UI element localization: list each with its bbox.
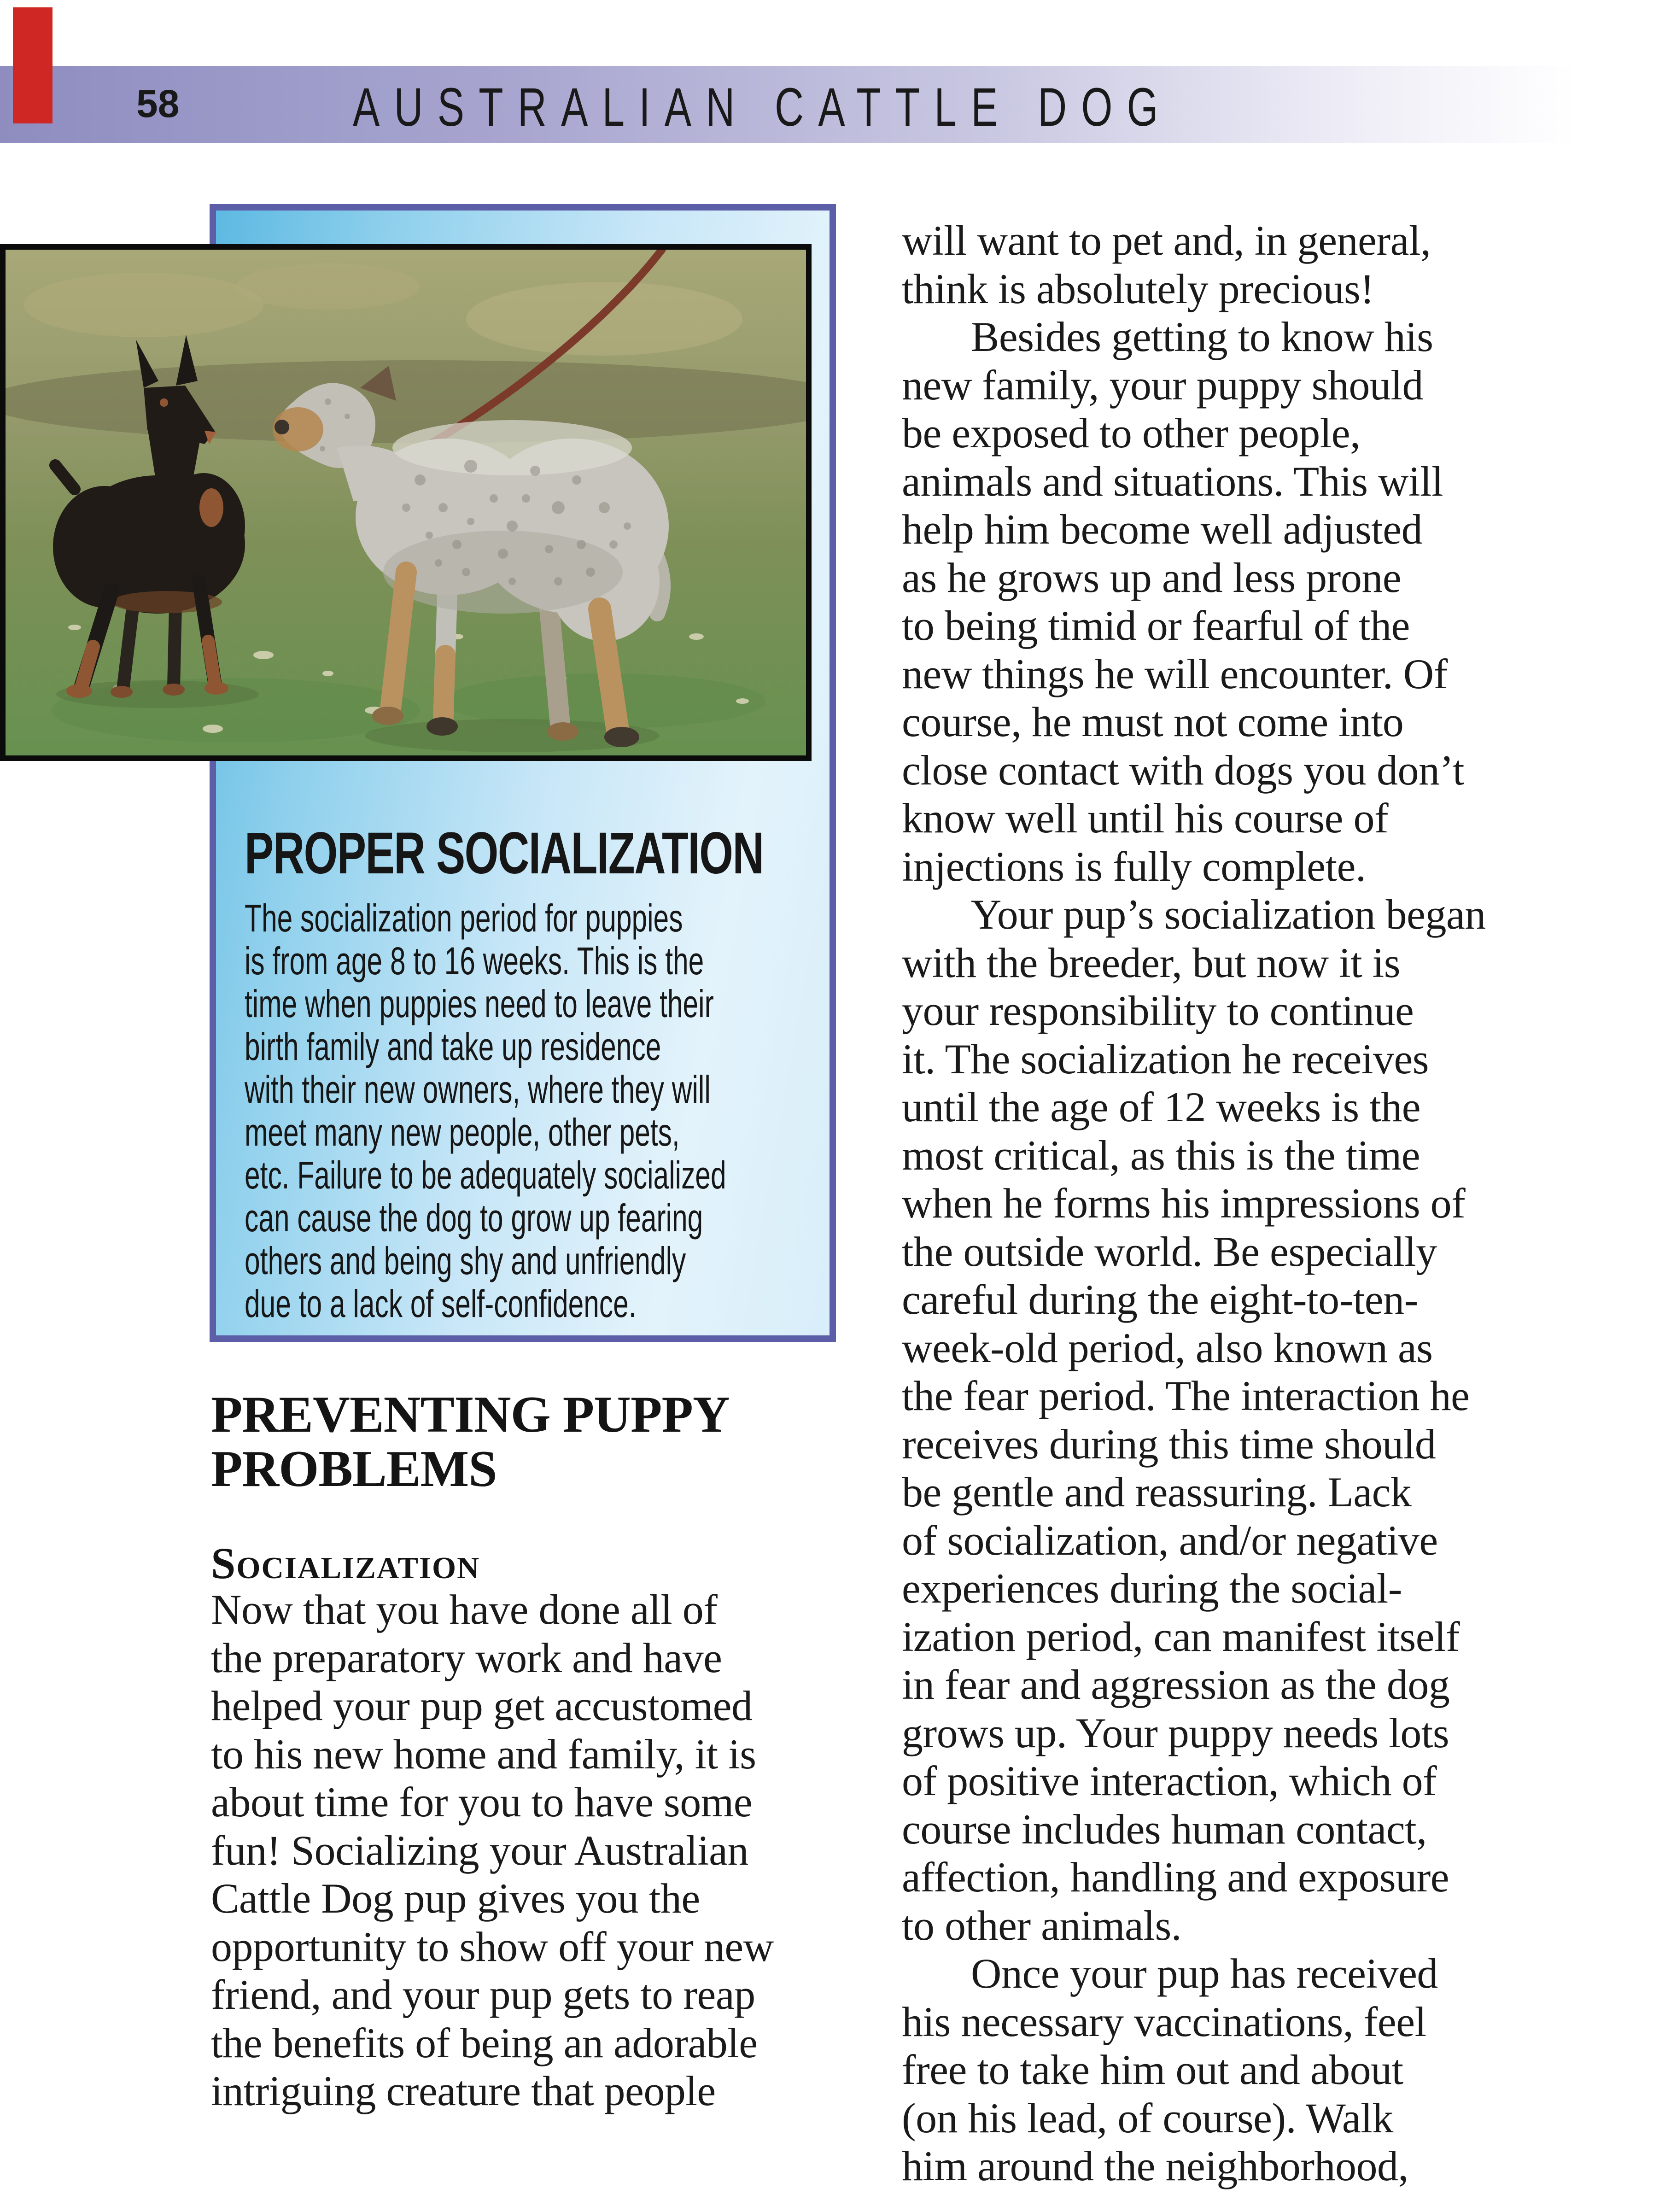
- body-text-line: course includes human contact,: [902, 1805, 1427, 1853]
- body-text-line: it. The socialization he receives: [902, 1035, 1429, 1083]
- body-text-line: of socialization, and/or negative: [902, 1516, 1438, 1564]
- body-text-line: helped your pup get accustomed: [211, 1682, 753, 1729]
- body-text-line: his necessary vaccinations, feel: [902, 1998, 1426, 2045]
- subsection-heading: Socialization: [211, 1539, 480, 1588]
- dogs-photo-illustration: [6, 250, 806, 755]
- left-column-body: [211, 1586, 774, 2115]
- header-band: [0, 66, 1659, 143]
- info-box-line: others and being shy and unfriendly: [245, 1239, 686, 1282]
- body-text-line: be gentle and reassuring. Lack: [902, 1469, 1412, 1516]
- body-text-line: to other animals.: [902, 1902, 1182, 1949]
- body-text-line: fun! Socializing your Australian: [211, 1826, 748, 1874]
- body-text-line: receives during this time should: [902, 1420, 1436, 1468]
- body-text-line: about time for you to have some: [211, 1779, 753, 1826]
- body-text-line: the benefits of being an adorable: [211, 2019, 758, 2066]
- body-text-line: Besides getting to know his: [971, 313, 1433, 360]
- body-text-line: course, he must not come into: [902, 698, 1404, 745]
- info-box-line: time when puppies need to leave their: [245, 982, 714, 1025]
- body-text-line: week-old period, also known as: [902, 1324, 1433, 1371]
- info-box-line: can cause the dog to grow up fearing: [245, 1196, 703, 1240]
- right-column-body: [902, 217, 1486, 2190]
- body-text-line: close contact with dogs you don’t: [902, 746, 1465, 794]
- body-text-line: the preparatory work and have: [211, 1634, 722, 1681]
- info-box-line: meet many new people, other pets,: [245, 1111, 680, 1154]
- header-title: AUSTRALIAN CATTLE DOG: [353, 77, 1173, 138]
- body-text-line: Cattle Dog pup gives you the: [211, 1875, 700, 1922]
- info-box-line: The socialization period for puppies: [245, 896, 683, 940]
- info-box-line: due to a lack of self-confidence.: [245, 1282, 637, 1325]
- section-heading-line: PROBLEMS: [211, 1440, 497, 1498]
- body-text-line: your responsibility to continue: [902, 987, 1414, 1034]
- body-text-line: new things he will encounter. Of: [902, 650, 1448, 697]
- body-text-line: help him become well adjusted: [902, 506, 1423, 553]
- body-text-line: be exposed to other people,: [902, 410, 1361, 456]
- info-box-title: PROPER SOCIALIZATION: [245, 820, 764, 886]
- body-text-line: to his new home and family, it is: [211, 1730, 756, 1778]
- section-heading-line: PREVENTING PUPPY: [211, 1386, 730, 1443]
- body-text-line: will want to pet and, in general,: [902, 217, 1431, 264]
- info-box-line: is from age 8 to 16 weeks. This is the: [245, 939, 704, 983]
- body-text-line: think is absolutely precious!: [902, 265, 1374, 312]
- info-box-line: etc. Failure to be adequately socialized: [245, 1153, 726, 1197]
- section-heading: [211, 1387, 730, 1496]
- body-text-line: affection, handling and exposure: [902, 1854, 1449, 1901]
- info-box-line: with their new owners, where they will: [245, 1068, 711, 1111]
- body-text-line: injections is fully complete.: [902, 843, 1366, 890]
- body-text-line: Once your pup has received: [971, 1950, 1438, 1997]
- body-text-line: most critical, as this is the time: [902, 1131, 1420, 1179]
- body-text-line: him around the neighborhood,: [902, 2142, 1409, 2189]
- body-text-line: ization period, can manifest itself: [902, 1613, 1460, 1660]
- dogs-photo: [0, 244, 812, 761]
- body-text-line: Your pup’s socialization began: [971, 891, 1486, 938]
- page-number: 58: [136, 82, 180, 125]
- info-box-body: [245, 897, 808, 1325]
- body-text-line: Now that you have done all of: [211, 1586, 718, 1633]
- body-text-line: until the age of 12 weeks is the: [902, 1083, 1421, 1130]
- body-text-line: in fear and aggression as the dog: [902, 1661, 1450, 1708]
- body-text-line: as he grows up and less prone: [902, 554, 1402, 601]
- red-corner-mark: [13, 7, 53, 123]
- body-text-line: the fear period. The interaction he: [902, 1372, 1470, 1419]
- body-text-line: of positive interaction, which of: [902, 1757, 1437, 1804]
- body-text-line: when he forms his impressions of: [902, 1180, 1466, 1227]
- body-text-line: animals and situations. This will: [902, 457, 1443, 505]
- body-text-line: with the breeder, but now it is: [902, 939, 1401, 986]
- body-text-line: the outside world. Be especially: [902, 1228, 1437, 1275]
- info-box-line: birth family and take up residence: [245, 1025, 661, 1068]
- body-text-line: (on his lead, of course). Walk: [902, 2094, 1393, 2142]
- body-text-line: new family, your puppy should: [902, 361, 1423, 409]
- body-text-line: intriguing creature that people: [211, 2067, 716, 2114]
- body-text-line: to being timid or fearful of the: [902, 602, 1410, 649]
- body-text-line: free to take him out and about: [902, 2046, 1403, 2093]
- body-text-line: know well until his course of: [902, 795, 1389, 842]
- body-text-line: experiences during the social-: [902, 1565, 1402, 1612]
- body-text-line: grows up. Your puppy needs lots: [902, 1709, 1449, 1756]
- body-text-line: opportunity to show off your new: [211, 1923, 774, 1970]
- body-text-line: careful during the eight-to-ten-: [902, 1276, 1418, 1323]
- body-text-line: friend, and your pup gets to reap: [211, 1971, 755, 2018]
